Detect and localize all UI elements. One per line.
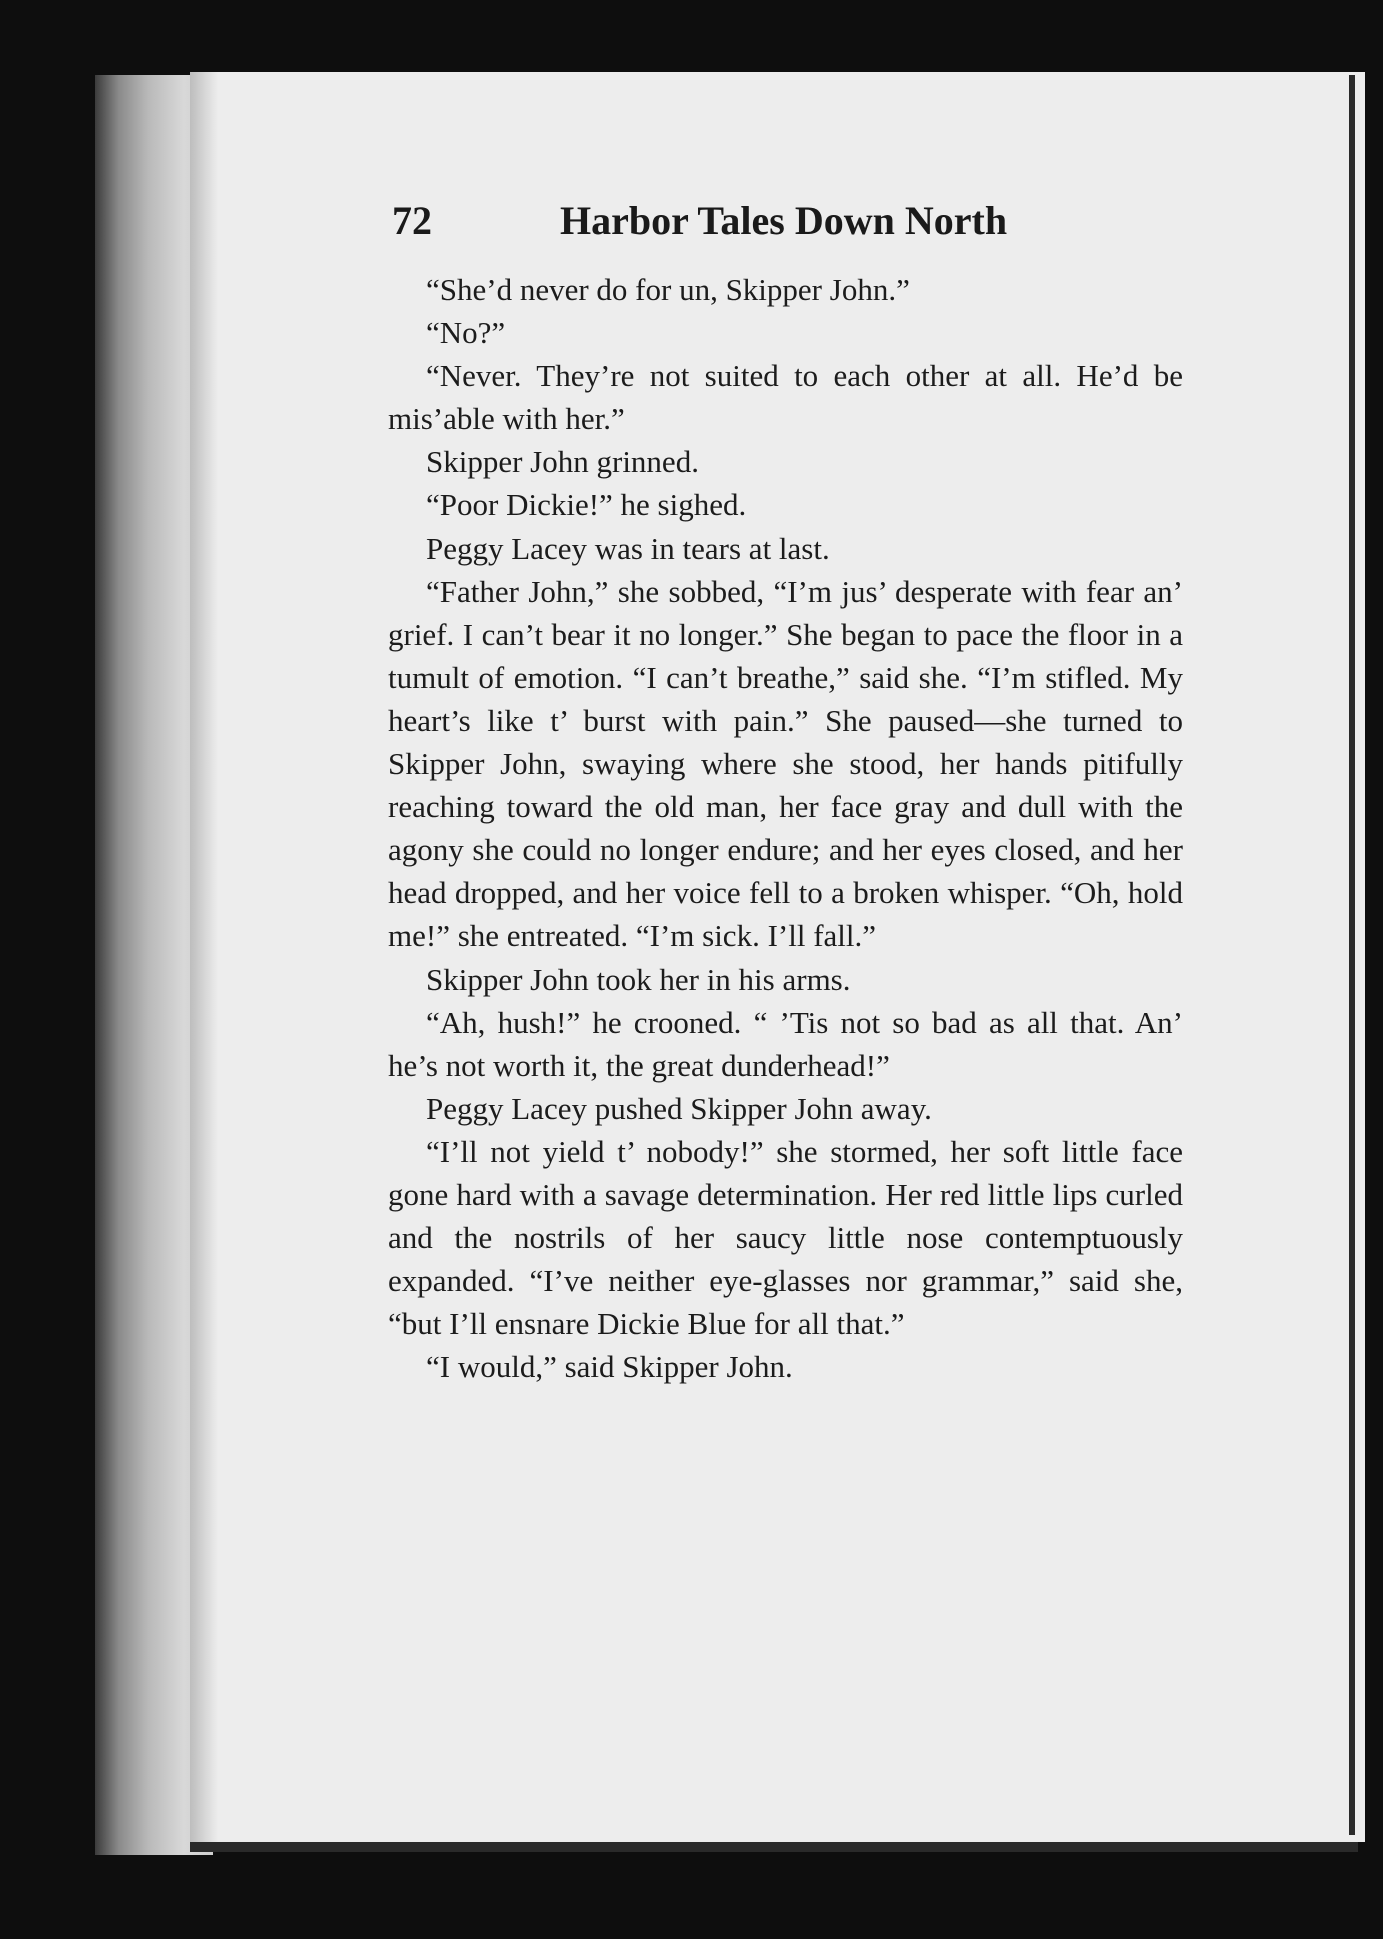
page-header <box>392 196 1032 246</box>
paragraph: “I would,” said Skipper John. <box>426 1349 793 1385</box>
paragraph: Skipper John took her in his arms. <box>426 961 851 997</box>
right-border-rule <box>1349 75 1355 1835</box>
body-text <box>388 268 1183 1388</box>
paragraph: “She’d never do for un, Skipper John.” <box>426 272 910 307</box>
paragraph: Peggy Lacey was in tears at last. <box>426 530 830 566</box>
page-number: 72 <box>392 198 432 243</box>
paragraph: “Ah, hush!” he crooned. “ ’Tis not so bad as all that. An’ he’s not worth it, the great dunderhead!” <box>388 1004 1183 1083</box>
paragraph: Peggy Lacey pushed Skipper John away. <box>426 1090 932 1126</box>
running-title: Harbor Tales Down North <box>560 198 1008 243</box>
paragraph: “Never. They’re not suited to each other at all. He’d be mis’able with her.” <box>388 358 1183 437</box>
paragraph: “Father John,” she sobbed, “I’m jus’ desperate with fear an’ grief. I can’t bear it no longer.” She began to pace the floor in a tumult of emotion. “I can’t breathe,” said she. “I’m stifled. My heart’s like t’ burst with pain.” She paused—she turned to Skipper John, swaying where she stood, her hands pitifully reaching toward the old man, her face gray and dull with the agony she could no longer endure; and her eyes closed, and her head dropped, and her voice fell to a broken whisper. “Oh, hold me!” she entreated. “I’m sick. I’ll fall.” <box>388 573 1183 954</box>
paragraph: Skipper John grinned. <box>426 444 699 480</box>
paragraph: “Poor Dickie!” he sighed. <box>426 487 747 523</box>
paragraph: “I’ll not yield t’ nobody!” she stormed, her soft little face gone hard with a savage determination. Her red little lips curled and the nostrils of her saucy little nose contemptuously expanded. “I’ve neither eye-glasses nor grammar,” said she, “but I’ll ensnare Dickie Blue for all that.” <box>388 1133 1183 1342</box>
bottom-border-rule <box>190 1842 1358 1852</box>
paragraph: “No?” <box>426 315 506 351</box>
